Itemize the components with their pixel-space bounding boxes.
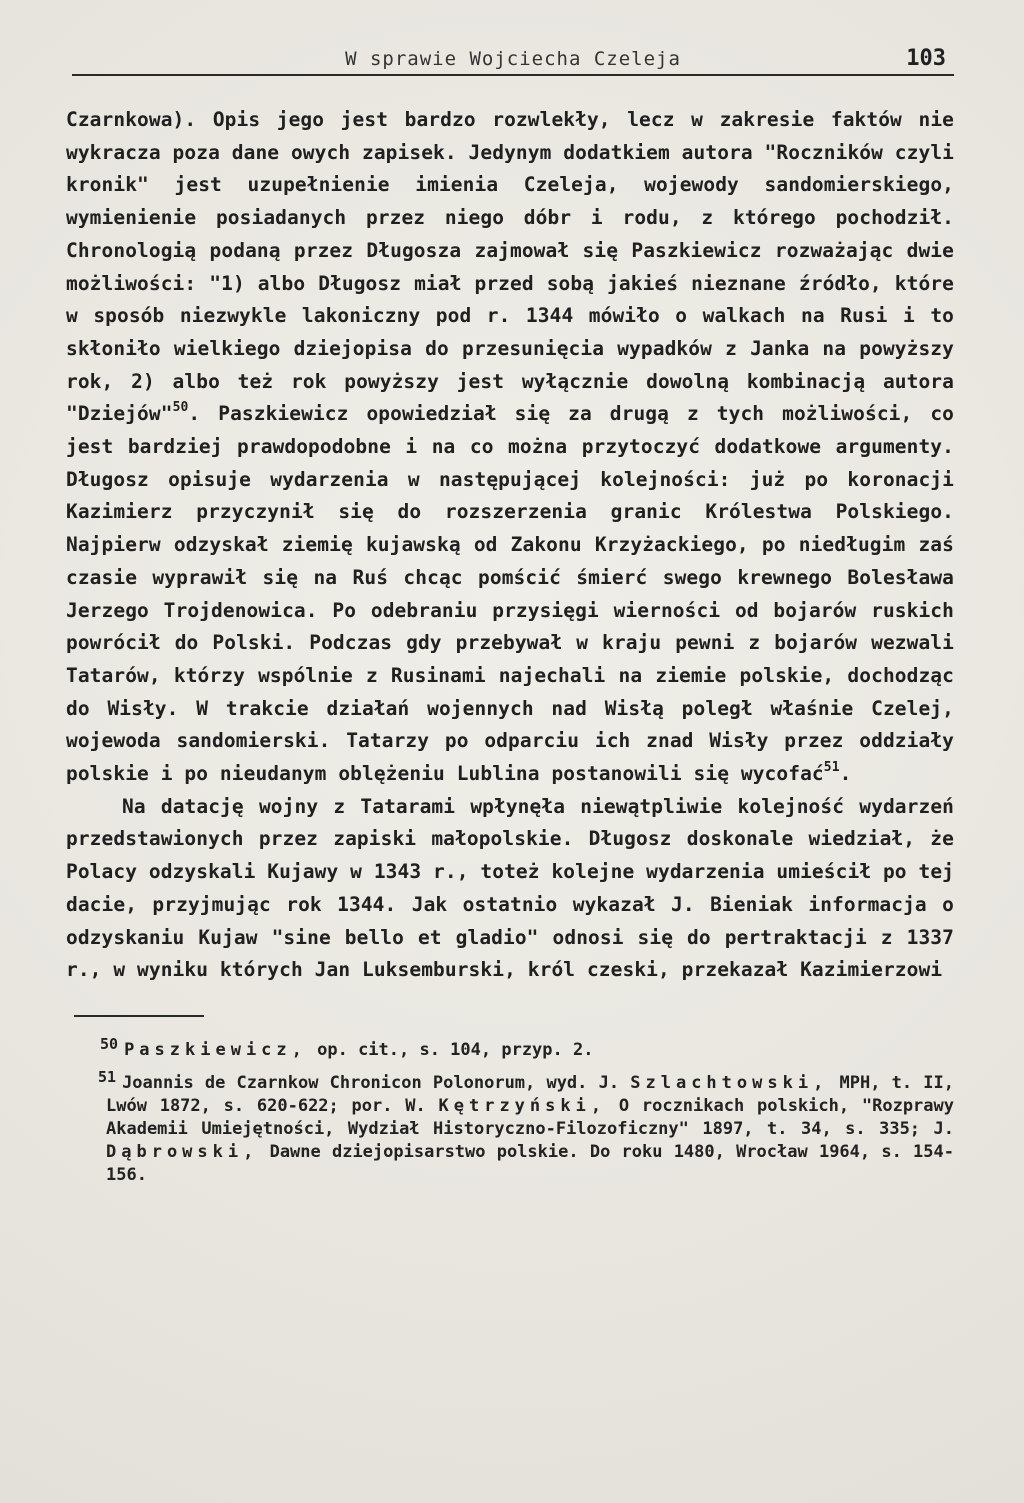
footnote-separator (74, 1015, 204, 1017)
footnote-reference-50: 50 (172, 400, 189, 416)
page-number: 103 (906, 46, 946, 71)
footnote-author: Paszkiewicz, (124, 1039, 307, 1060)
running-title: W sprawie Wojciecha Czeleja (345, 48, 681, 70)
paragraph-1-text-c: . (839, 762, 852, 786)
footnote-author-b: Kętrzyński, (438, 1095, 607, 1116)
footnote-text-a: Joannis de Czarnkow Chronicon Polonorum, wyd. J. (122, 1072, 631, 1093)
footnote-50 (66, 1034, 954, 1062)
footnote-text-d: Dawne dziejopisarstwo polskie. Do roku 1480, Wrocław 1964, s. 154-156. (106, 1141, 954, 1185)
footnote-reference-51: 51 (823, 760, 840, 776)
paragraph-2: Na datację wojny z Tatarami wpłynęła niewątpliwie kolejność wydarzeń przedstawionych przez zapiski małopolskie. Długosz doskonale wiedział, że Polacy odzyskali Kujawy w 1343 r., toteż kolejne wydarzenia umieścił po tej dacie, przyjmując rok 1344. Jak ostatnio wykazał J. Bieniak informacja o odzyskaniu Kujaw "sine bello et gladio" odnosi się do pertraktacji z 1337 r., w wyniku których Jan Luksemburski, król czeski, przekazał Kazimierzowi (66, 794, 954, 982)
footnote-number: 51 (98, 1067, 117, 1086)
footnote-51 (66, 1067, 954, 1187)
footnote-text: op. cit., s. 104, przyp. 2. (306, 1039, 594, 1060)
paragraph-1 (66, 104, 954, 791)
footnote-number: 50 (100, 1034, 119, 1053)
footnote-text-b: MPH, t. II, Lwów 1872, s. 620-622; por. W. (106, 1072, 954, 1116)
paragraph-1-text-a: Czarnkowa). Opis jego jest bardzo rozwlekły, lecz w zakresie faktów nie wykracza poza dane owych zapisek. Jedynym dodatkiem autora "Roczników czyli kronik" jest uzupełnienie imienia Czeleja, wojewody sandomierskiego, wymienienie posiadanych przez niego dóbr i rodu, z którego pochodził. Chronologią podaną przez Długosza zajmował się Paszkiewicz rozważając dwie możliwości: "1) albo Długosz miał przed sobą jakieś nieznane źródło, które w sposób niezwykle lakoniczny pod r. 1344 mówiło o walkach na Rusi i to skłoniło wielkiego dziejopisa do przesunięcia wypadków z Janka na powyższy rok, 2) albo też rok powyższy jest wyłącznie dowolną kombinacją autora "Dziejów" (66, 108, 954, 426)
footnote-text-c: O rocznikach polskich, "Rozprawy Akademii Umiejętności, Wydział Historyczno-Filozoficzny" 1897, t. 34, s. 335; J. (106, 1095, 954, 1139)
running-header (72, 36, 954, 76)
main-text (66, 104, 954, 987)
footnote-author-a: Szlachtowski, (630, 1072, 829, 1093)
footnotes (66, 1034, 954, 1187)
paragraph-1-text-b: . Paszkiewicz opowiedział się za drugą z tych możliwości, co jest bardziej prawdopodobne i na co można przytoczyć dodatkowe argumenty. Długosz opisuje wydarzenia w następującej kolejności: już po koronacji Kazimierz przyczynił się do rozszerzenia granic Królestwa Polskiego. Najpierw odzyskał ziemię kujawską od Zakonu Krzyżackiego, po niedługim zaś czasie wyprawił się na Ruś chcąc pomścić śmierć swego krewnego Bolesława Jerzego Trojdenowica. Po odebraniu przysięgi wierności od bojarów ruskich powrócił do Polski. Podczas gdy przebywał w kraju pewni z bojarów wezwali Tatarów, którzy wspólnie z Rusinami najechali na ziemie polskie, dochodząc do Wisły. W trakcie działań wojennych nad Wisłą poległ właśnie Czelej, wojewoda sandomierski. Tatarzy po odparciu ich znad Wisły przez oddziały polskie i po nieudanym oblężeniu Lublina postanowili się wycofać (66, 402, 954, 786)
footnote-author-c: Dąbrowski, (106, 1141, 259, 1162)
